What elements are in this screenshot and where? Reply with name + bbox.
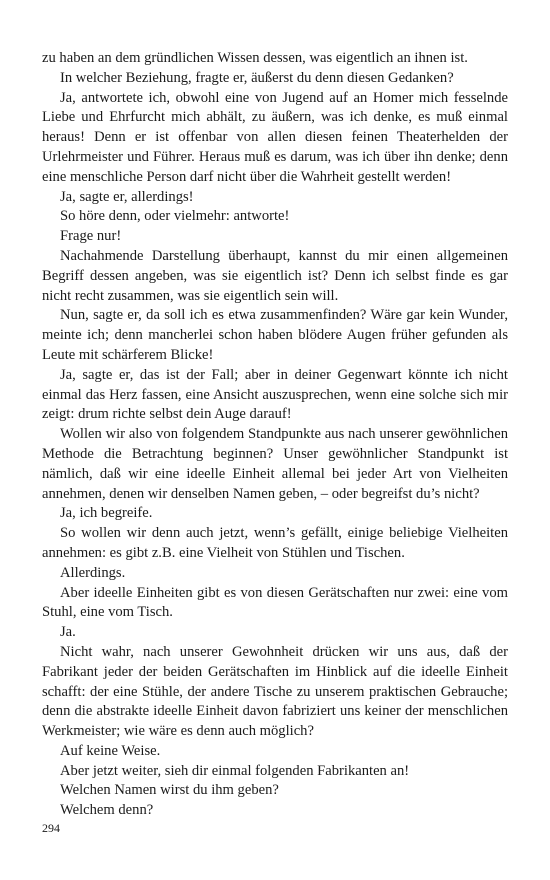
paragraph: Nicht wahr, nach unserer Gewohnheit drücken wir uns aus, daß der Fabrikant jeder der beiden Gerätschaften im Hinblick auf die ideelle Einheit schafft: der eine Stühle, der andere Tische zu unserem praktischen Gebrauche; denn die abstrakte ideelle Einheit davon fabriziert uns keiner der menschlichen Werkmeister; wie wäre es denn auch möglich? <box>42 643 508 740</box>
paragraph: In welcher Beziehung, fragte er, äußerst du denn diesen Gedanken? <box>60 69 454 86</box>
paragraph: Allerdings. <box>60 564 126 581</box>
paragraph: Ja, sagte er, das ist der Fall; aber in deiner Gegenwart könnte ich nicht einmal das Herz fassen, eine Ansicht auszusprechen, wenn eine solche sich mir zeigt: drum richte selbst dein Auge darauf! <box>42 366 508 423</box>
paragraph: Wollen wir also von folgendem Standpunkte aus nach unserer gewöhnlichen Methode die Betrachtung beginnen? Unser gewöhnlicher Standpunkt ist nämlich, daß wir eine ideelle Einheit allemal bei jeder Art von Vielheiten annehmen, denen wir denselben Namen geben, – oder begreifst du’s nicht? <box>42 426 508 502</box>
paragraph: Frage nur! <box>60 228 122 245</box>
text-block <box>42 49 508 821</box>
paragraph: Nun, sagte er, da soll ich es etwa zusammenfinden? Wäre gar kein Wunder, meinte ich; denn mancherlei schon haben blödere Augen früher gefunden als Leute mit schärferem Blicke! <box>42 307 508 363</box>
paragraph: So wollen wir denn auch jetzt, wenn’s gefällt, einige beliebige Vielheiten annehmen: es gibt z.B. eine Vielheit von Stühlen und Tischen. <box>42 525 508 561</box>
paragraph: Ja. <box>60 624 76 641</box>
paragraph: So höre denn, oder vielmehr: antworte! <box>60 208 290 225</box>
page-number: 294 <box>42 821 60 835</box>
paragraph: Aber ideelle Einheiten gibt es von diesen Gerätschaften nur zwei: eine vom Stuhl, eine vom Tisch. <box>42 584 508 621</box>
paragraph: Welchen Namen wirst du ihm geben? <box>60 782 279 799</box>
paragraph: zu haben an dem gründlichen Wissen dessen, was eigentlich an ihnen ist. <box>42 50 468 66</box>
paragraph: Aber jetzt weiter, sieh dir einmal folgenden Fabrikanten an! <box>60 762 410 779</box>
paragraph: Ja, antwortete ich, obwohl eine von Jugend auf an Homer mich fesselnde Liebe und Ehrfurcht mich abhält, zu äußern, was ich denke, es muß einmal heraus! Denn er ist offenbar von allen diesen feinen Theaterhelden der Urlehrmeister und Führer. Heraus muß es darum, was ich über ihn denke; denn eine menschliche Person darf nicht über die Wahrheit gestellt werden! <box>42 89 508 185</box>
paragraph: Auf keine Weise. <box>60 742 161 759</box>
paragraph: Ja, ich begreife. <box>60 505 153 522</box>
paragraph: Nachahmende Darstellung überhaupt, kannst du mir einen allgemeinen Begriff dessen angeben, was sie eigentlich ist? Denn ich selbst finde es gar nicht recht zusammen, was sie eigentlich sein will. <box>42 247 508 304</box>
paragraph: Ja, sagte er, allerdings! <box>60 188 194 205</box>
paragraph: Welchem denn? <box>60 802 154 819</box>
